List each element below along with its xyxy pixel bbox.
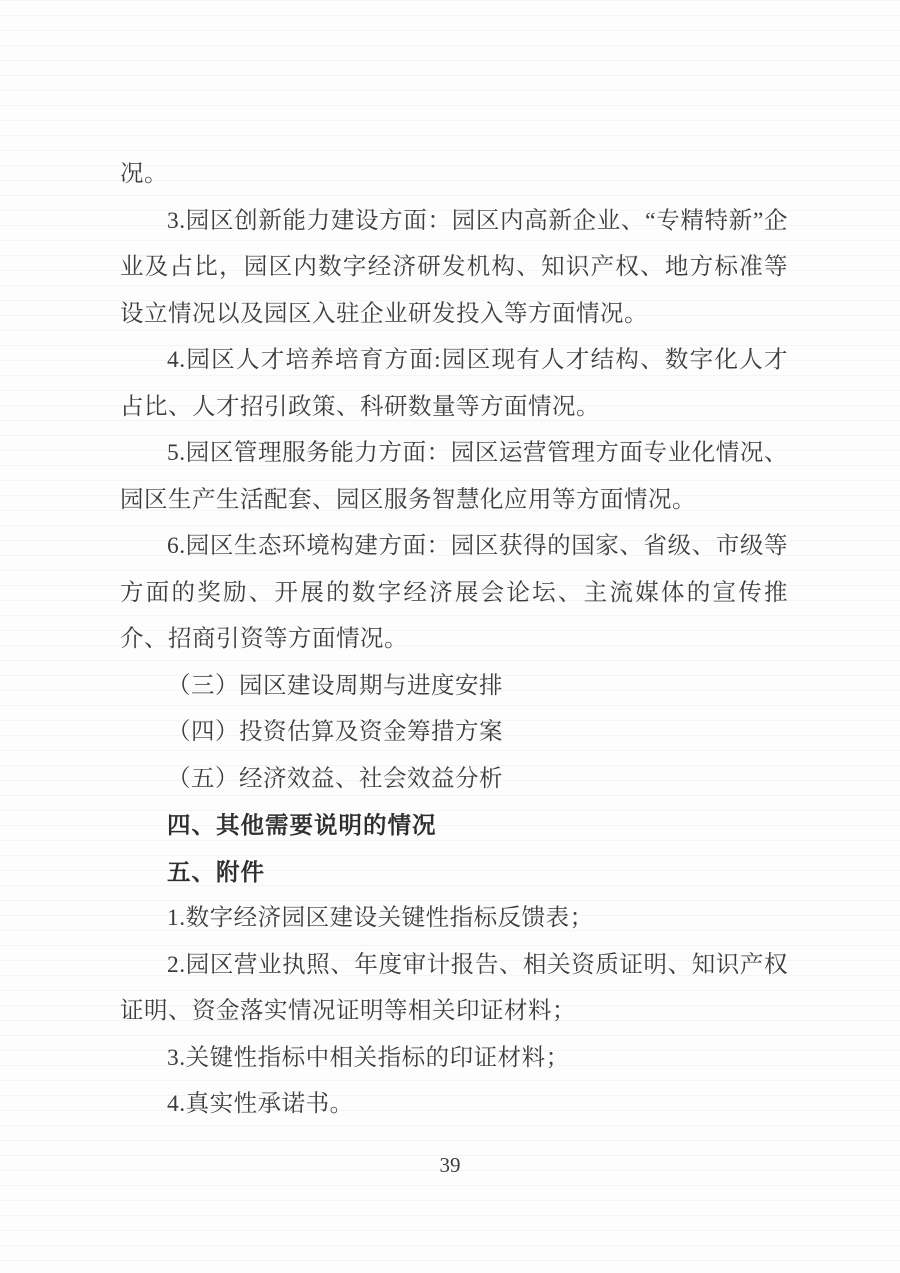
attachment-item-4-authenticity-commitment: 4.真实性承诺书。 <box>167 1091 354 1117</box>
heading-5-attachments: 五、附件 <box>167 858 265 885</box>
subheading-4-investment-estimate: （四）投资估算及资金筹措方案 <box>167 719 503 745</box>
list-item-4-talent-cultivation: 4.园区人才培养培育方面:园区现有人才结构、数字化人才占比、人才招引政策、科研数量等方面情况。 <box>120 347 788 420</box>
attachment-item-2-supporting-materials: 2.园区营业执照、年度审计报告、相关资质证明、知识产权证明、资金落实情况证明等相关印证材料； <box>120 951 788 1024</box>
list-item-3-innovation-capacity: 3.园区创新能力建设方面：园区内高新企业、“专精特新”企业及占比，园区内数字经济研发机构、知识产权、地方标准等设立情况以及园区入驻企业研发投入等方面情况。 <box>120 207 788 327</box>
list-item-5-management-service: 5.园区管理服务能力方面：园区运营管理方面专业化情况、园区生产生活配套、园区服务智慧化应用等方面情况。 <box>120 440 788 513</box>
subheading-5-benefit-analysis: （五）经济效益、社会效益分析 <box>167 765 503 792</box>
list-item-6-ecological-environment: 6.园区生态环境构建方面：园区获得的国家、省级、市级等方面的奖励、开展的数字经济展会论坛、主流媒体的宣传推介、招商引资等方面情况。 <box>120 533 788 652</box>
attachment-item-1-indicator-feedback-form: 1.数字经济园区建设关键性指标反馈表； <box>167 905 594 931</box>
subheading-3-construction-schedule: （三）园区建设周期与进度安排 <box>167 672 503 699</box>
attachment-item-3-indicator-evidence: 3.关键性指标中相关指标的印证材料； <box>167 1044 570 1071</box>
page-number: 39 <box>439 1153 461 1177</box>
heading-4-other-notes: 四、其他需要说明的情况 <box>167 812 437 838</box>
paragraph-continuation: 况。 <box>120 161 168 187</box>
document-body <box>120 151 788 1128</box>
